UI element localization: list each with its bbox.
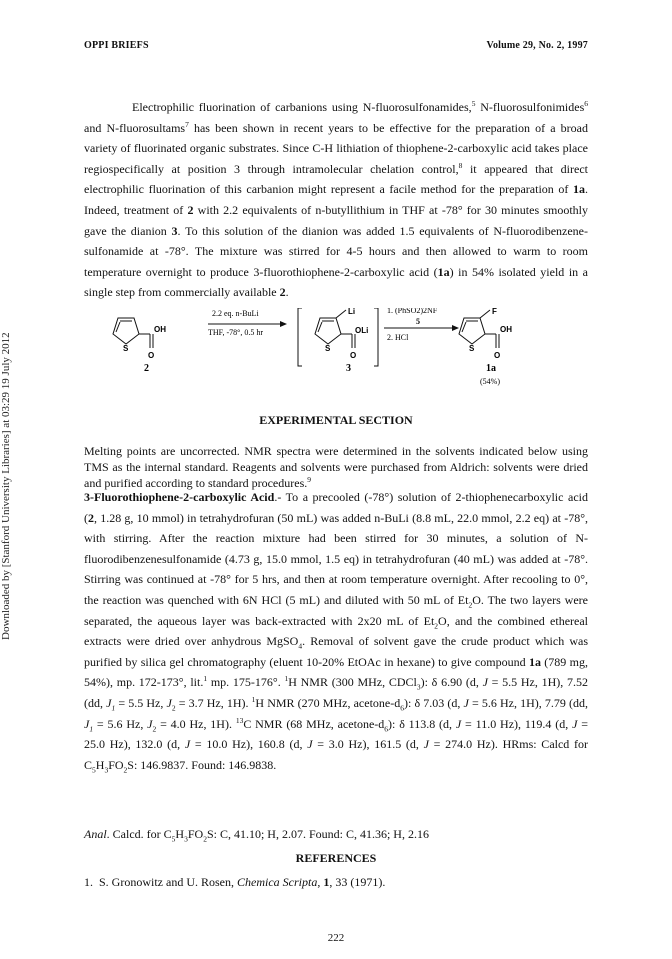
reaction-scheme <box>84 308 588 390</box>
compound-3: 3 <box>171 223 178 238</box>
superscript: 13 <box>235 715 244 725</box>
intro-text-9: ) in 54% isolated yield in a single step from commercially available <box>84 264 588 300</box>
procedure-text: = 4.0 Hz, 1H). <box>156 716 236 731</box>
compound-label-3: 3 <box>346 363 351 374</box>
ref-6: 6 <box>584 99 588 108</box>
subscript: 3 <box>104 765 109 775</box>
procedure-text: O, and the combined ethereal extracts were dried over anhydrous MgSO <box>84 613 588 649</box>
reference-number: 1. <box>84 875 93 889</box>
subscript: 2 <box>468 600 473 610</box>
oxygen-label: O <box>350 351 357 360</box>
procedure-text: . Removal of solvent gave the crude product which was purified by silica gel chromatography (eluent 10-20% EtOAc in hexane) to give compound <box>84 634 588 669</box>
coupling-j: J <box>106 695 112 710</box>
procedure-text: FO <box>108 757 124 772</box>
subscript: 1 <box>111 703 116 713</box>
procedure-text: = 25.0 Hz), 132.0 (d, <box>84 716 588 752</box>
download-watermark: Downloaded by [Stanford University Libraries] at 03:29 19 July 2012 <box>0 332 12 640</box>
coupling-j: J <box>84 716 90 731</box>
fluorine-label: F <box>492 308 497 316</box>
oxygen-label: O <box>494 351 501 360</box>
subscript: 2 <box>123 765 128 775</box>
compound-2: 2 <box>88 510 94 525</box>
coupling-j: J <box>307 737 313 752</box>
intro-paragraph <box>84 97 588 303</box>
coupling-j: J <box>455 716 462 731</box>
procedure-text: ): δ 6.90 (d, <box>420 675 483 690</box>
intro-text-7: with 2.2 equivalents of n-butyllithium in THF at -78° for 30 minutes smoothly gave the dianion <box>84 202 588 238</box>
intro-text-10: . <box>285 285 289 300</box>
coupling-j: J <box>184 737 191 752</box>
reference-item <box>84 875 588 890</box>
procedure-text: H NMR (300 MHz, CDCl <box>288 675 417 690</box>
page-number: 222 <box>327 932 345 944</box>
ref-9: 9 <box>307 475 311 485</box>
intro-text-4: has been shown in recent years to be effective for the preparation of a broad variety of fluorinated organic substrates. Since C-H lithiation of thiophene-2-carboxylic acid takes place regiospecifically at position 3 through intramolecular chelation control, <box>84 120 588 176</box>
subscript: 6 <box>384 723 389 733</box>
elemental-analysis <box>84 826 588 842</box>
sulfur-label: S <box>123 344 129 353</box>
procedure-title: 3-Fluorothiophene-2-carboxylic Acid <box>84 490 275 504</box>
coupling-j: J <box>572 716 578 731</box>
yield-label: (54%) <box>480 377 500 386</box>
experimental-heading: EXPERIMENTAL SECTION <box>259 413 413 427</box>
procedure-text: = 3.0 Hz), 161.5 (d, <box>312 737 424 752</box>
reference-text: , <box>317 875 324 889</box>
coupling-j: J <box>463 695 469 710</box>
intro-text-6: . Indeed, treatment of <box>84 182 588 217</box>
procedure-text: = 5.6 Hz, <box>93 716 148 731</box>
coupling-j: J <box>482 675 488 690</box>
general-methods-paragraph <box>84 443 588 492</box>
arrow2-workup: 2. HCl <box>387 333 409 342</box>
subscript: 3 <box>184 834 188 844</box>
procedure-text: mp. 175-176°. <box>207 675 285 690</box>
procedure-paragraph <box>84 487 588 775</box>
ref-8: 8 <box>458 160 463 170</box>
subscript: 2 <box>434 620 439 630</box>
oh-label: OH <box>154 325 166 334</box>
arrow2-reagent: 1. (PhSO2)2NF <box>387 308 438 315</box>
oh-label: OH <box>500 325 512 334</box>
procedure-text: ): δ 113.8 (d, <box>388 716 456 731</box>
procedure-text: = 274.0 Hz). HRms: Calcd for C <box>84 737 589 772</box>
ref-5: 5 <box>471 99 476 108</box>
subscript: 3 <box>416 682 421 692</box>
procedure-text: , 1.28 g, 10 mmol) in tetrahydrofuran (50 mL) was added n-BuLi (8.8 mL, 22.0 mmol, 2.2 eq) at -78°, with stirring. After the reaction mixture had been stirred for 30 minutes, a solution of N-fluorodibenzenesulfonamide (4.73 g, 15.0 mmol, 1.5 eq) in tetrahydrofuran (40 mL) was added at -78°. Stirring was continued at -78° for 5 hrs, and then at room temperature overnight. After recooling to 0°, the reaction was quenched with 6N HCl (5 mL) and diluted with 50 mL of Et <box>84 510 588 607</box>
procedure-text: C NMR (68 MHz, acetone-d <box>243 716 385 731</box>
ref-1: 1 <box>203 674 208 684</box>
reference-journal: Chemica Scripta <box>237 875 318 889</box>
arrow2-head <box>452 325 459 331</box>
oxygen-label: O <box>148 351 155 360</box>
arrow1-head <box>280 321 287 327</box>
procedure-text: H <box>95 757 105 772</box>
compound-label-2: 2 <box>144 363 149 374</box>
superscript: 1 <box>284 674 289 684</box>
running-header-journal: OPPI BRIEFS <box>84 40 149 51</box>
oli-label: OLi <box>355 326 369 335</box>
sulfur-label: S <box>325 344 331 353</box>
intro-text-5: it appeared that direct electrophilic fluorination of this carbanion might represent a facile method for the preparation of <box>84 161 588 197</box>
li-label: Li <box>348 308 356 316</box>
arrow1-conditions: THF, -78°, 0.5 hr <box>208 328 263 337</box>
subscript: 5 <box>171 834 176 844</box>
procedure-text: = 5.6 Hz, 1H), 7.79 (dd, <box>468 695 589 710</box>
running-header-volume: Volume 29, No. 2, 1997 <box>486 40 588 51</box>
subscript: 2 <box>203 834 207 844</box>
coupling-j: J <box>147 716 153 731</box>
arrow2-reagent-number: 5 <box>416 317 420 326</box>
analysis-text: S: C, 41.10; H, 2.07. Found: C, 41.36; H, 2.16 <box>206 827 429 841</box>
ref-7: 7 <box>185 119 189 129</box>
subscript: 4 <box>298 641 303 651</box>
reference-authors: S. Gronowitz and U. Rosen, <box>99 875 237 889</box>
coupling-j: J <box>166 695 172 710</box>
procedure-text: (789 mg, 54%), mp. 172-173°, lit. <box>84 654 588 690</box>
intro-text-1: Electrophilic fluorination of carbanions using N-fluorosulfonamides, <box>132 100 472 114</box>
sulfur-label: S <box>469 344 475 353</box>
intro-text-8: . To this solution of the dianion was added 1.5 equivalents of N-fluorodibenzene-sulfonamide at -78°. The mixture was stirred for 4-5 hours and then allowed to warm to room temperature overnight to produce 3-fluorothiophene-2-carboxylic acid ( <box>84 223 588 279</box>
arrow1-reagent: 2.2 eq. n-BuLi <box>212 309 259 318</box>
intro-text-2: N-fluorosulfonimides <box>475 100 585 114</box>
compound-2: 2 <box>279 285 286 300</box>
compound-1a: 1a <box>573 182 585 197</box>
reference-text: , 33 (1971). <box>329 875 386 889</box>
subscript: 2 <box>171 703 176 713</box>
procedure-text: .- To a precooled (-78°) solution of 2-thiophenecarboxylic acid ( <box>84 490 588 525</box>
procedure-text: = 5.5 Hz, <box>115 695 167 710</box>
subscript: 2 <box>152 723 157 733</box>
procedure-text: S: 146.9837. Found: 146.9838. <box>127 757 277 772</box>
coupling-j: J <box>423 737 429 752</box>
intro-text-3: and N-fluorosultams <box>84 120 186 135</box>
thiophene-2-structure <box>113 318 153 348</box>
references-heading: REFERENCES <box>295 851 377 865</box>
compound-1a: 1a <box>437 264 450 279</box>
analysis-text: H <box>175 827 185 841</box>
analysis-text: . Calcd. for C <box>106 827 172 841</box>
compound-2: 2 <box>187 202 194 217</box>
compound-label-1a: 1a <box>486 363 496 374</box>
procedure-text: = 3.7 Hz, 1H). <box>175 695 252 710</box>
anal-label: Anal <box>84 827 107 841</box>
procedure-text: = 11.0 Hz), 119.4 (d, <box>461 716 573 731</box>
procedure-text: = 5.5 Hz, 1H), 7.52 (dd, <box>84 675 589 710</box>
general-text: Melting points are uncorrected. NMR spectra were determined in the solvents indicated below using TMS as the internal standard. Reagents and solvents were purchased from Aldrich: solvents were dried and purified according to standard procedures. <box>84 444 588 491</box>
procedure-text: H NMR (270 MHz, acetone-d <box>255 695 401 710</box>
procedure-text: O. The two layers were separated, the aqueous layer was back-extracted with 2x20 mL of Et <box>84 592 588 628</box>
subscript: 5 <box>92 765 96 775</box>
superscript: 1 <box>251 694 256 704</box>
reference-volume: 1 <box>323 875 330 889</box>
subscript: 6 <box>400 703 404 713</box>
procedure-text: ): δ 7.03 (d, <box>403 695 464 710</box>
analysis-text: FO <box>187 827 204 841</box>
subscript: 1 <box>89 723 94 733</box>
compound-1a: 1a <box>528 654 541 669</box>
procedure-text: = 10.0 Hz), 160.8 (d, <box>190 737 308 752</box>
